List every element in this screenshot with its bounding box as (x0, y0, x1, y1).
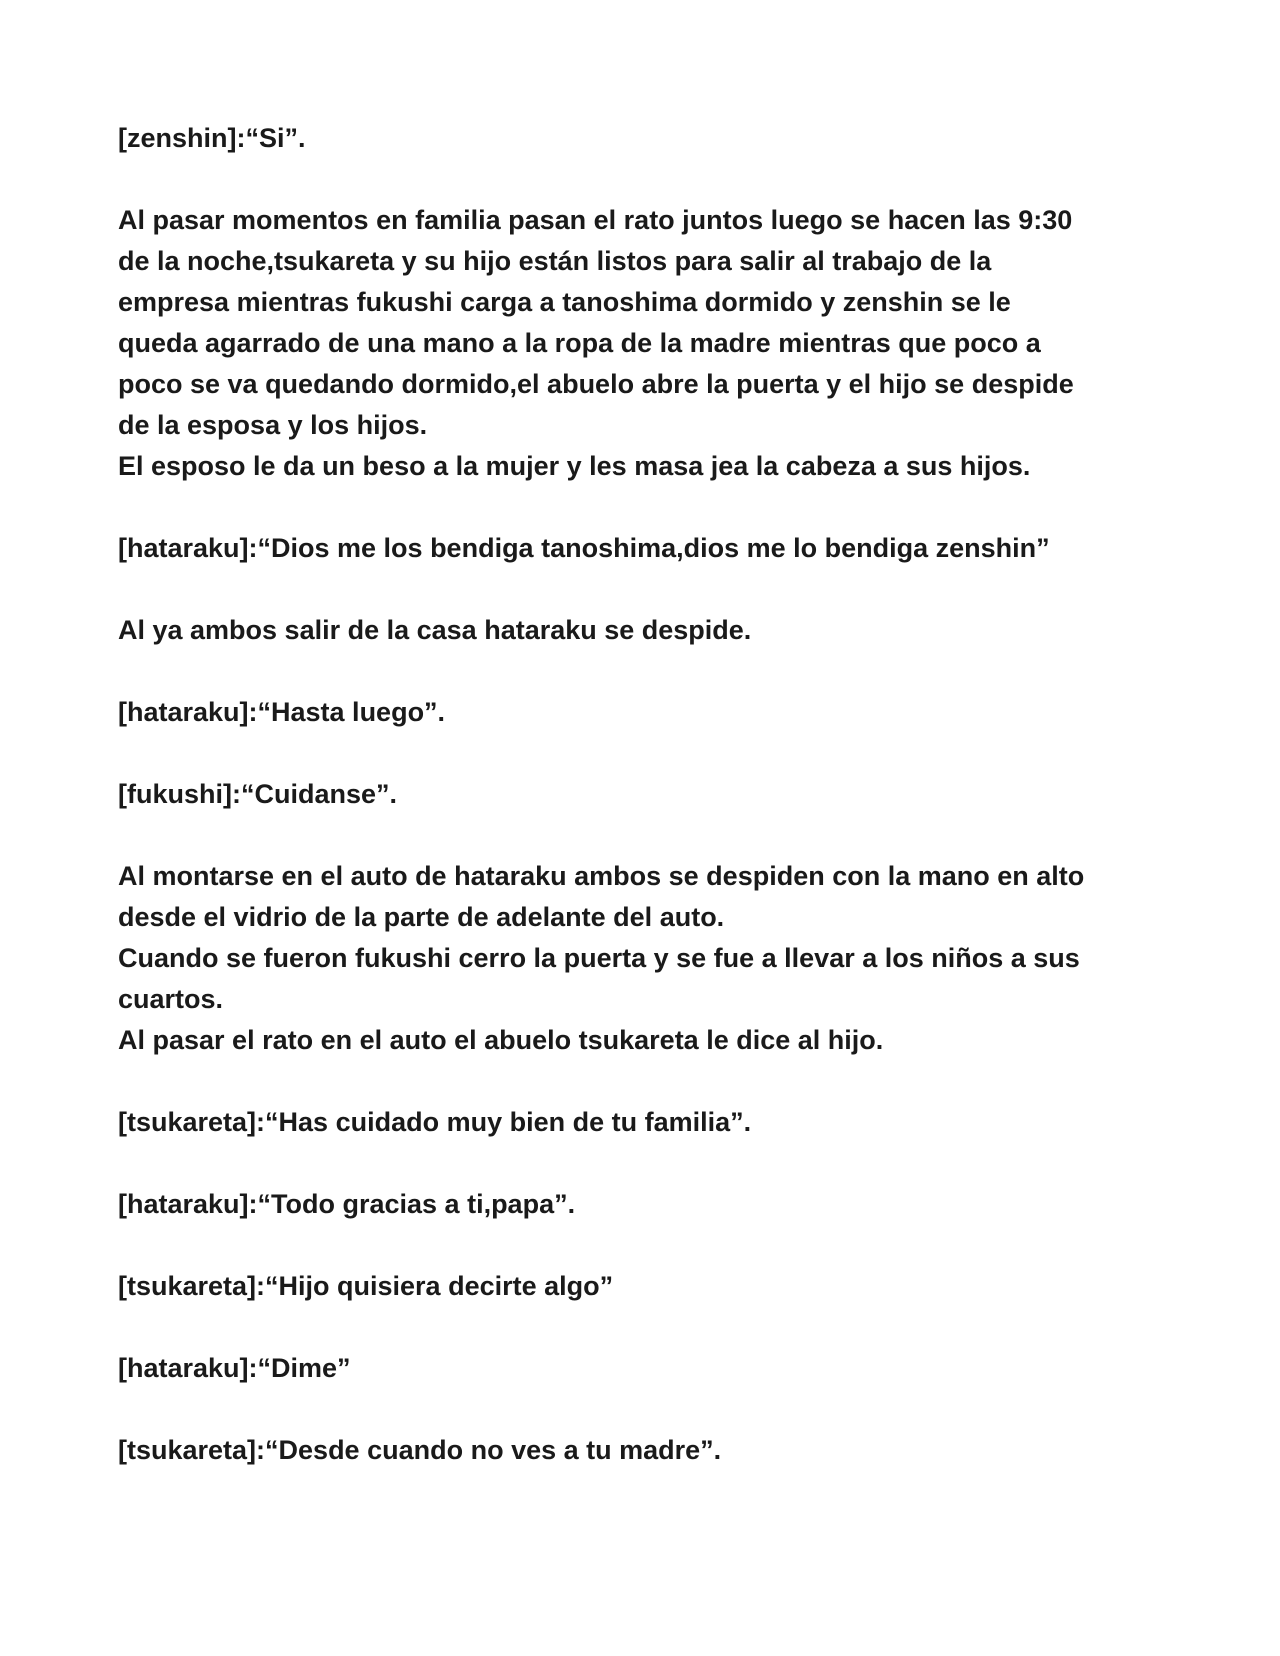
text-line: [zenshin]:“Si”. (118, 123, 306, 153)
dialogue-zenshin-si (118, 118, 1178, 159)
text-line: [hataraku]:“Dime” (118, 1353, 351, 1383)
paragraph-gap (118, 1225, 1178, 1266)
narration-paragraph-1 (118, 200, 1178, 487)
narration-paragraph-3 (118, 856, 1178, 1061)
paragraph-gap (118, 815, 1178, 856)
paragraph-gap (118, 651, 1178, 692)
dialogue-tsukareta-familia (118, 1102, 1178, 1143)
text-line: queda agarrado de una mano a la ropa de la madre mientras que poco a (118, 328, 1041, 358)
document-page (118, 118, 1178, 1471)
text-line: [fukushi]:“Cuidanse”. (118, 779, 398, 809)
dialogue-tsukareta-decirte (118, 1266, 1178, 1307)
paragraph-gap (118, 733, 1178, 774)
paragraph-gap (118, 1061, 1178, 1102)
text-line: Al montarse en el auto de hataraku ambos se despiden con la mano en alto (118, 861, 1085, 891)
paragraph-gap (118, 1389, 1178, 1430)
text-line: Al pasar el rato en el auto el abuelo tsukareta le dice al hijo. (118, 1025, 884, 1055)
text-line: El esposo le da un beso a la mujer y les masa jea la cabeza a sus hijos. (118, 451, 1031, 481)
text-line: empresa mientras fukushi carga a tanoshima dormido y zenshin se le (118, 287, 1011, 317)
dialogue-fukushi-cuidanse (118, 774, 1178, 815)
dialogue-hataraku-bendiga (118, 528, 1178, 569)
text-line: [hataraku]:“Dios me los bendiga tanoshima,dios me lo bendiga zenshin” (118, 533, 1050, 563)
dialogue-hataraku-dime (118, 1348, 1178, 1389)
paragraph-gap (118, 1307, 1178, 1348)
text-line: Al pasar momentos en familia pasan el rato juntos luego se hacen las 9:30 (118, 205, 1073, 235)
narration-paragraph-2 (118, 610, 1178, 651)
text-line: [tsukareta]:“Has cuidado muy bien de tu familia”. (118, 1107, 752, 1137)
text-line: [tsukareta]:“Hijo quisiera decirte algo” (118, 1271, 614, 1301)
text-line: desde el vidrio de la parte de adelante del auto. (118, 902, 725, 932)
text-line: Cuando se fueron fukushi cerro la puerta y se fue a llevar a los niños a sus (118, 943, 1080, 973)
text-line: poco se va quedando dormido,el abuelo abre la puerta y el hijo se despide (118, 369, 1074, 399)
paragraph-gap (118, 569, 1178, 610)
paragraph-gap (118, 487, 1178, 528)
text-line: [hataraku]:“Todo gracias a ti,papa”. (118, 1189, 576, 1219)
dialogue-tsukareta-madre (118, 1430, 1178, 1471)
dialogue-hataraku-hasta-luego (118, 692, 1178, 733)
text-line: Al ya ambos salir de la casa hataraku se despide. (118, 615, 752, 645)
paragraph-gap (118, 159, 1178, 200)
text-line: cuartos. (118, 984, 224, 1014)
text-line: de la esposa y los hijos. (118, 410, 428, 440)
text-line: de la noche,tsukareta y su hijo están listos para salir al trabajo de la (118, 246, 992, 276)
dialogue-hataraku-gracias (118, 1184, 1178, 1225)
text-line: [hataraku]:“Hasta luego”. (118, 697, 446, 727)
text-line: [tsukareta]:“Desde cuando no ves a tu madre”. (118, 1435, 722, 1465)
paragraph-gap (118, 1143, 1178, 1184)
